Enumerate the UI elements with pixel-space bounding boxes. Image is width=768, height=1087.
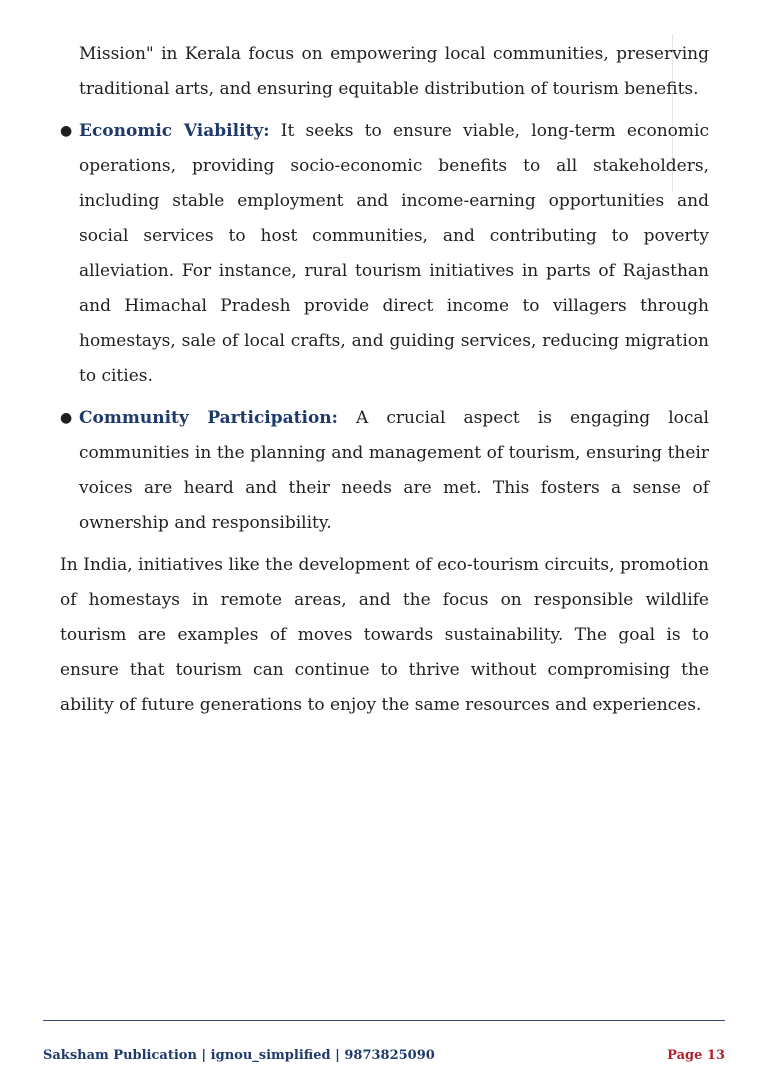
closing-paragraph: In India, initiatives like the development of eco-tourism circuits, promotion of homestays in remote areas, and the focus on responsible wildlife tourism are examples of moves towards sustainability. The goal is to ensure that tourism can continue to thrive without compromising the ability of future generations to enjoy the same resources and experiences. — [60, 555, 709, 715]
bullet-list — [60, 114, 709, 541]
bullet-item-economic-viability — [60, 114, 709, 394]
footer-divider — [43, 1020, 725, 1021]
page-content — [60, 37, 709, 723]
footer-page-number: Page 13 — [667, 1048, 725, 1063]
bullet-term: Community Participation: — [79, 408, 338, 428]
bullet-text: A crucial aspect is engaging local communities in the planning and management of tourism, ensuring their voices are heard and their needs are met. This fosters a sense of ownership and responsibility. — [79, 408, 709, 533]
continuation-paragraph: Mission" in Kerala focus on empowering local communities, preserving traditional arts, and ensuring equitable distribution of tourism benefits. — [79, 44, 709, 99]
footer-publisher: Saksham Publication | ignou_simplified | 9873825090 — [43, 1048, 435, 1063]
bullet-item-community-participation — [60, 401, 709, 541]
bullet-term: Economic Viability: — [79, 121, 270, 141]
bullet-dot-icon: ● — [60, 410, 73, 426]
bullet-dot-icon: ● — [60, 123, 73, 139]
bullet-text: It seeks to ensure viable, long-term economic operations, providing socio-economic benefits to all stakeholders, including stable employment and income-earning opportunities and social services to host communities, and contributing to poverty alleviation. For instance, rural tourism initiatives in parts of Rajasthan and Himachal Pradesh provide direct income to villagers through homestays, sale of local crafts, and guiding services, reducing migration to cities. — [79, 121, 709, 386]
